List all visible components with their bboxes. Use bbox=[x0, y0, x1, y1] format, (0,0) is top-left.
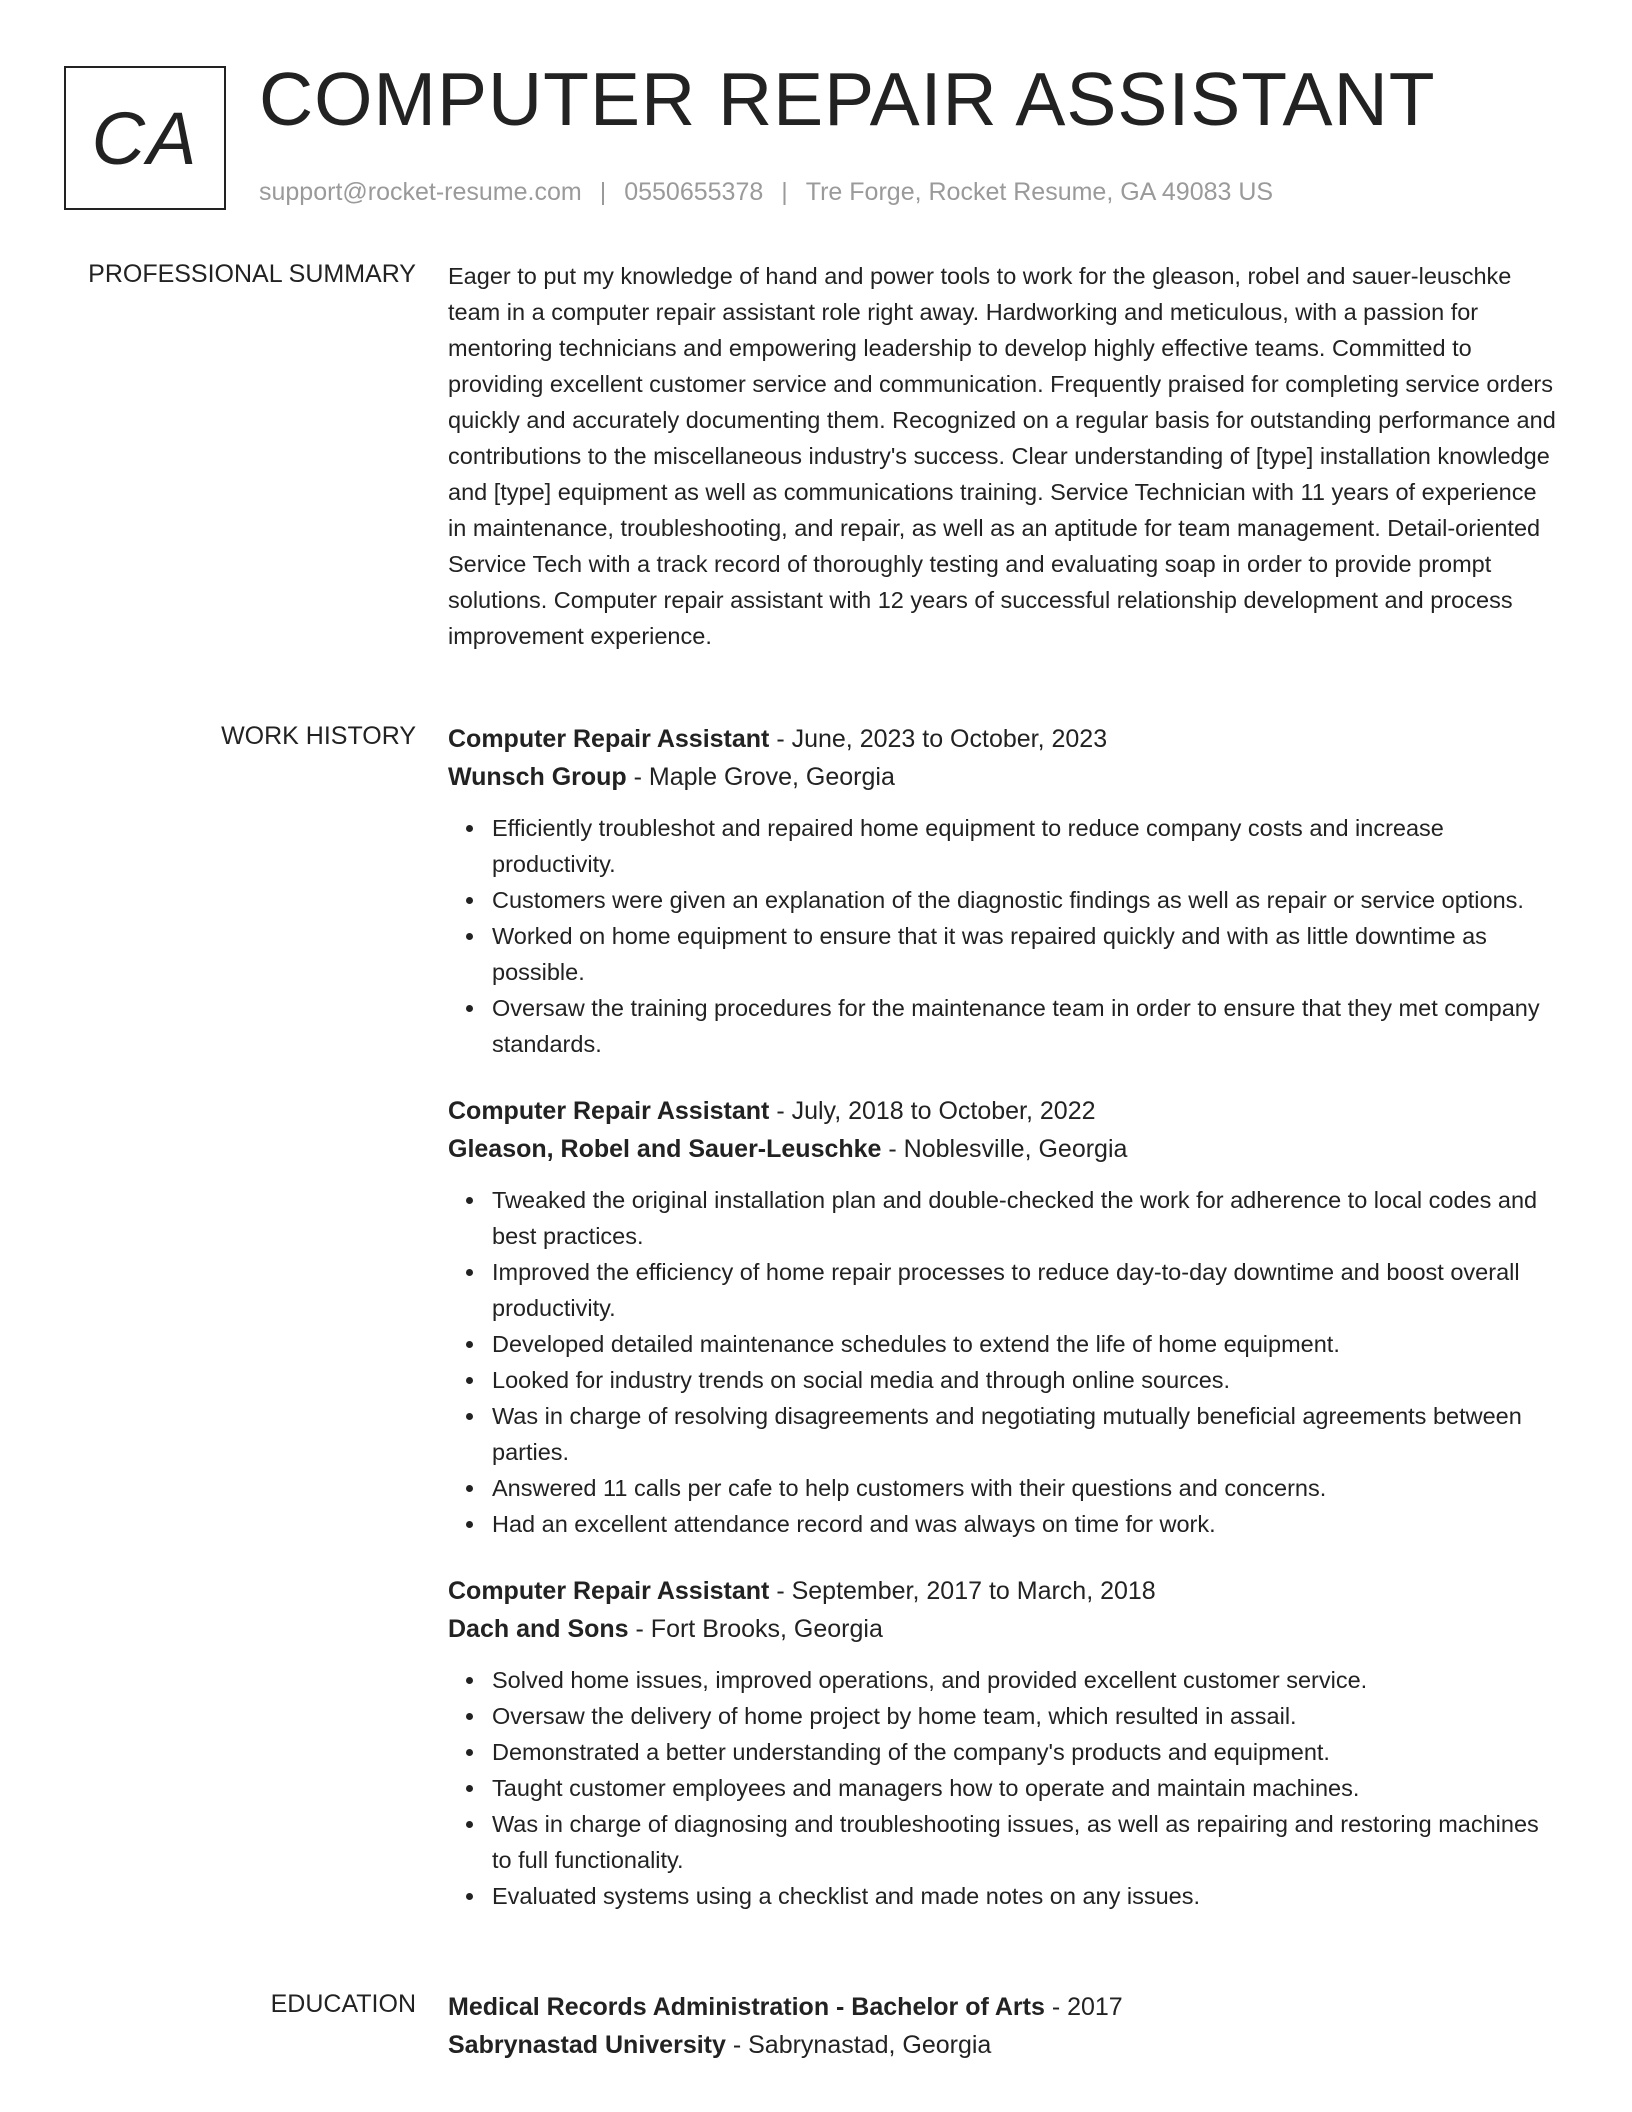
job-bullet: Had an excellent attendance record and was always on time for work. bbox=[492, 1506, 1560, 1542]
job-location: - Noblesville, Georgia bbox=[881, 1135, 1128, 1163]
job-bullet: Oversaw the delivery of home project by home team, which resulted in assail. bbox=[492, 1698, 1560, 1734]
job-title: Computer Repair Assistant bbox=[448, 1577, 770, 1605]
job-bullet: Solved home issues, improved operations, and provided excellent customer service. bbox=[492, 1662, 1560, 1698]
job-title-line bbox=[448, 1572, 1560, 1610]
contact-phone: 0550655378 bbox=[624, 178, 764, 206]
job-bullet: Efficiently troubleshot and repaired home equipment to reduce company costs and increase productivity. bbox=[492, 810, 1560, 882]
job-company: Dach and Sons bbox=[448, 1615, 629, 1643]
job-dates: - July, 2018 to October, 2022 bbox=[769, 1097, 1096, 1125]
job-bullets bbox=[492, 1182, 1560, 1542]
contact-email: support@rocket-resume.com bbox=[259, 178, 582, 206]
education-school-line bbox=[448, 2026, 1560, 2064]
job-bullet: Evaluated systems using a checklist and made notes on any issues. bbox=[492, 1878, 1560, 1914]
job-dates: - September, 2017 to March, 2018 bbox=[769, 1577, 1156, 1605]
job-bullet: Improved the efficiency of home repair processes to reduce day-to-day downtime and boost overall productivity. bbox=[492, 1254, 1560, 1326]
job-bullet: Answered 11 calls per cafe to help customers with their questions and concerns. bbox=[492, 1470, 1560, 1506]
job-title-line bbox=[448, 720, 1560, 758]
job-bullet: Worked on home equipment to ensure that it was repaired quickly and with as little downtime as possible. bbox=[492, 918, 1560, 990]
education-location: - Sabrynastad, Georgia bbox=[725, 2031, 992, 2059]
education-heading: EDUCATION bbox=[270, 1990, 416, 2018]
education-degree: Medical Records Administration - Bachelor of Arts bbox=[448, 1993, 1045, 2021]
contact-separator: | bbox=[781, 178, 788, 206]
job-bullet: Was in charge of diagnosing and troubleshooting issues, as well as repairing and restoring machines to full functionality. bbox=[492, 1806, 1560, 1878]
job-bullet: Tweaked the original installation plan and double-checked the work for adherence to local codes and best practices. bbox=[492, 1182, 1560, 1254]
job-location: - Fort Brooks, Georgia bbox=[628, 1615, 883, 1643]
work-history-heading: WORK HISTORY bbox=[221, 722, 416, 750]
job-dates: - June, 2023 to October, 2023 bbox=[769, 725, 1108, 753]
education-year: - 2017 bbox=[1044, 1993, 1123, 2021]
job-company-line bbox=[448, 1610, 1560, 1648]
resume-title: COMPUTER REPAIR ASSISTANT bbox=[259, 57, 1436, 141]
job-entry bbox=[448, 1092, 1560, 1542]
job-entry bbox=[448, 720, 1560, 1062]
job-title: Computer Repair Assistant bbox=[448, 1097, 770, 1125]
education-school: Sabrynastad University bbox=[448, 2031, 726, 2059]
job-company-line bbox=[448, 758, 1560, 796]
education-degree-line bbox=[448, 1988, 1560, 2026]
job-bullet: Demonstrated a better understanding of the company's products and equipment. bbox=[492, 1734, 1560, 1770]
job-bullets bbox=[492, 1662, 1560, 1914]
contact-line bbox=[259, 178, 1273, 207]
job-location: - Maple Grove, Georgia bbox=[626, 763, 895, 791]
job-title: Computer Repair Assistant bbox=[448, 725, 770, 753]
job-entry bbox=[448, 1572, 1560, 1914]
contact-address: Tre Forge, Rocket Resume, GA 49083 US bbox=[805, 178, 1274, 206]
job-company: Wunsch Group bbox=[448, 763, 627, 791]
contact-separator: | bbox=[599, 178, 607, 206]
monogram-initials: CA bbox=[91, 96, 199, 180]
job-title-line bbox=[448, 1092, 1560, 1130]
job-bullet: Was in charge of resolving disagreements and negotiating mutually beneficial agreements between parties. bbox=[492, 1398, 1560, 1470]
job-company: Gleason, Robel and Sauer-Leuschke bbox=[448, 1135, 882, 1163]
job-bullet: Looked for industry trends on social media and through online sources. bbox=[492, 1362, 1560, 1398]
job-bullets bbox=[492, 810, 1560, 1062]
job-bullet: Customers were given an explanation of the diagnostic findings as well as repair or service options. bbox=[492, 882, 1560, 918]
summary-text: Eager to put my knowledge of hand and power tools to work for the gleason, robel and sauer-leuschke team in a computer repair assistant role right away. Hardworking and meticulous, with a passion for mentoring technicians and empowering leadership to develop highly effective teams. Committed to providing excellent customer service and communication. Frequently praised for completing service orders quickly and accurately documenting them. Recognized on a regular basis for outstanding performance and contributions to the miscellaneous industry's success. Clear understanding of [type] installation knowledge and [type] equipment as well as communications training. Service Technician with 11 years of experience in maintenance, troubleshooting, and repair, as well as an aptitude for team management. Detail-oriented Service Tech with a track record of thoroughly testing and evaluating soap in order to provide prompt solutions. Computer repair assistant with 12 years of successful relationship development and process improvement experience. bbox=[448, 263, 1556, 649]
summary-heading: PROFESSIONAL SUMMARY bbox=[88, 260, 416, 288]
job-bullet: Developed detailed maintenance schedules to extend the life of home equipment. bbox=[492, 1326, 1560, 1362]
job-bullet: Taught customer employees and managers how to operate and maintain machines. bbox=[492, 1770, 1560, 1806]
monogram-box bbox=[64, 66, 226, 210]
job-bullet: Oversaw the training procedures for the maintenance team in order to ensure that they met company standards. bbox=[492, 990, 1560, 1062]
job-company-line bbox=[448, 1130, 1560, 1168]
